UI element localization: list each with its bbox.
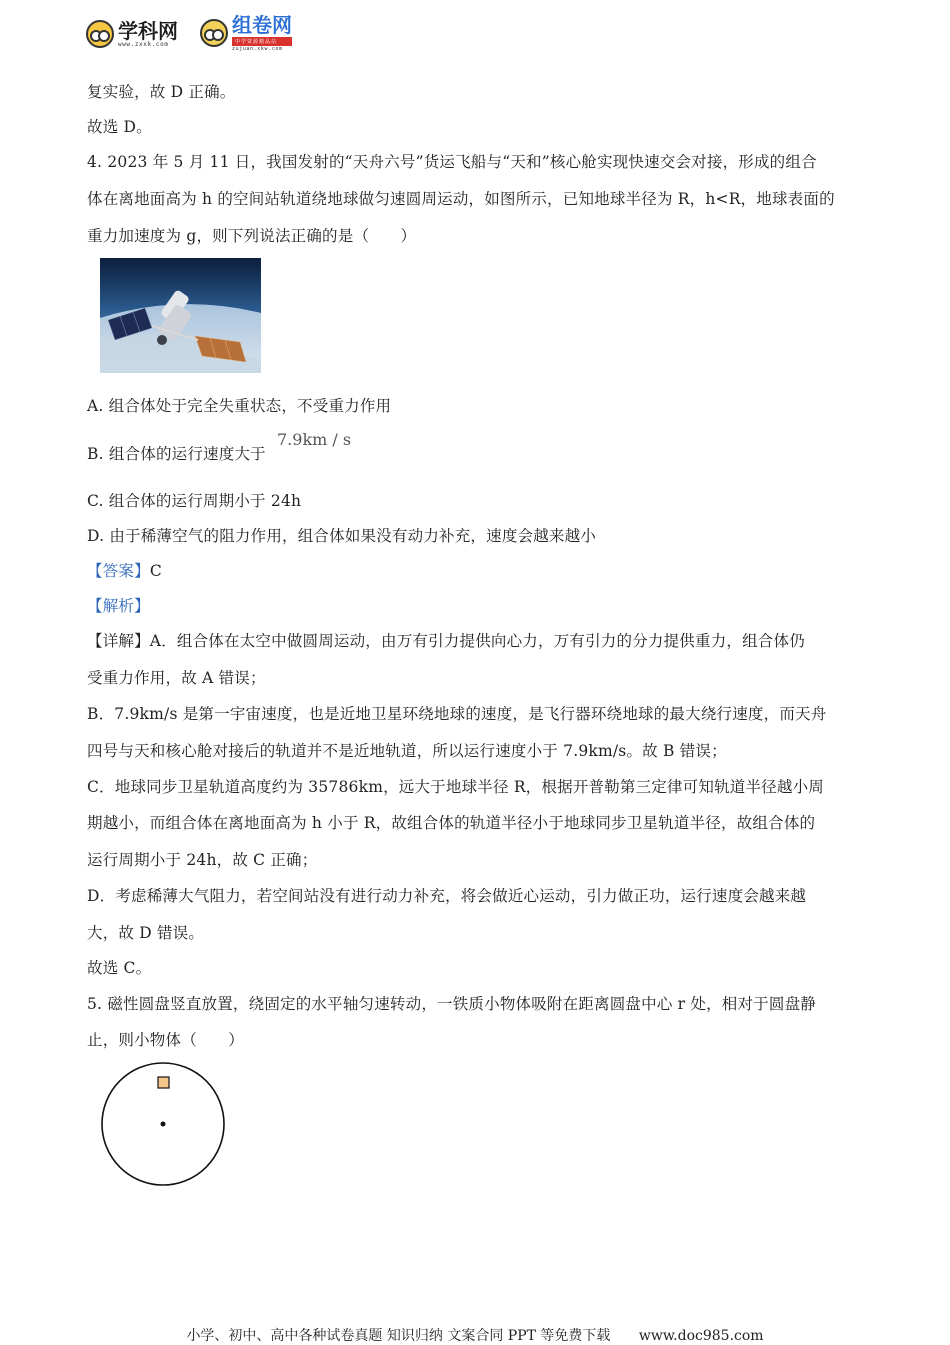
mascot-face-icon (86, 20, 114, 48)
footer-text: 小学、初中、高中各种试卷真题 知识归纳 文案合同 PPT 等免费下载 (186, 1328, 611, 1344)
iron-block (158, 1077, 169, 1088)
option-d: D. 由于稀薄空气的阻力作用，组合体如果没有动力补充，速度会越来越小 (87, 527, 597, 545)
detail-line: 受重力作用，故 A 错误； (87, 669, 266, 687)
detail-line: 运行周期小于 24h，故 C 正确； (87, 851, 318, 869)
analysis-line (87, 596, 150, 616)
logo-zxxk-url: www.zxxk.com (118, 40, 169, 48)
logo-zxxk (86, 16, 178, 52)
question-4-line-2: 体在离地面高为 h 的空间站轨道绕地球做匀速圆周运动，如图所示，已知地球半径为 R，h<R，地球表面的 (87, 190, 835, 208)
question-5-line-1: 5. 磁性圆盘竖直放置，绕固定的水平轴匀速转动，一铁质小物体吸附在距离圆盘中心 r 处，相对于圆盘静 (87, 995, 816, 1013)
text-line: 复实验，故 D 正确。 (87, 83, 236, 101)
analysis-bracket-open: 【 (87, 597, 103, 615)
question-4-line-3: 重力加速度为 g，则下列说法正确的是（ ） (87, 227, 417, 245)
question-5-line-2: 止，则小物体（ ） (87, 1031, 245, 1049)
logo-zujuan-url: zujuan.xkw.com (232, 45, 283, 52)
mascot-graduate-icon (200, 19, 228, 47)
disk-center-dot (161, 1122, 166, 1127)
answer-bracket-open: 【 (87, 562, 103, 580)
space-station-image (100, 258, 261, 373)
logo-zujuan-text: 组卷网 (232, 12, 292, 37)
logo-zujuan (200, 13, 292, 53)
option-b: B. 组合体的运行速度大于 (87, 445, 266, 463)
answer-bracket-close: 】 (134, 562, 150, 580)
answer-value: C (149, 562, 162, 580)
detail-line: C．地球同步卫星轨道高度约为 35786km，远大于地球半径 R，根据开普勒第三定律可知轨道半径越小周 (87, 778, 824, 796)
option-a: A. 组合体处于完全失重状态，不受重力作用 (87, 397, 392, 415)
logo-zujuan-bar: 中学资源精品站 (232, 37, 292, 46)
conclusion-line: 故选 C。 (87, 959, 152, 977)
analysis-bracket-close: 】 (134, 597, 150, 615)
detail-line: B．7.9km/s 是第一宇宙速度，也是近地卫星环绕地球的速度，是飞行器环绕地球的最大绕行速度，而天舟 (87, 705, 827, 723)
text-line: 故选 D。 (87, 118, 152, 136)
answer-label: 答案 (102, 562, 135, 580)
option-b-formula: 7.9km / s (277, 430, 352, 449)
detail-line: 期越小，而组合体在离地面高为 h 小于 R，故组合体的轨道半径小于地球同步卫星轨道半径，故组合体的 (87, 814, 816, 832)
detail-line: 【详解】A．组合体在太空中做圆周运动，由万有引力提供向心力，万有引力的分力提供重力，组合体仍 (87, 632, 805, 650)
footer (0, 1325, 950, 1345)
question-4-line-1: 4. 2023 年 5 月 11 日，我国发射的“天舟六号”货运飞船与“天和”核心舱实现快速交会对接，形成的组合 (87, 153, 817, 171)
detail-line: 大，故 D 错误。 (87, 924, 205, 942)
detail-line: 四号与天和核心舱对接后的轨道并不是近地轨道，所以运行速度小于 7.9km/s。故 B 错误； (87, 742, 727, 760)
footer-url: www.doc985.com (638, 1328, 764, 1344)
detail-line: D．考虑稀薄大气阻力，若空间站没有进行动力补充，将会做近心运动，引力做正功，运行速度会越来越 (87, 887, 807, 905)
analysis-label: 解析 (102, 597, 135, 615)
option-c: C. 组合体的运行周期小于 24h (87, 492, 302, 510)
logo-zxxk-text: 学科网 (118, 18, 178, 43)
magnetic-disk-diagram (100, 1062, 228, 1188)
answer-line (87, 561, 162, 581)
